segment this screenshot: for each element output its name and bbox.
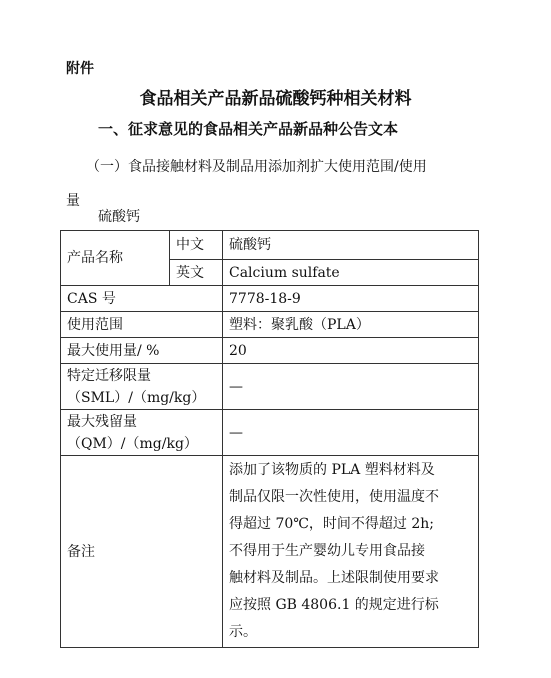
notes-line: 得超过 70℃，时间不得超过 2h; (229, 516, 435, 532)
qm-label-line2: （QM）/（mg/kg） (67, 435, 198, 452)
substance-table (60, 230, 479, 648)
max-use-label: 最大使用量/ % (61, 338, 223, 364)
sml-label-line2: （SML）/（mg/kg） (67, 389, 206, 406)
sml-value: — (223, 364, 479, 410)
attachment-label: 附件 (66, 61, 94, 77)
scope-label: 使用范围 (61, 312, 223, 338)
product-name-label: 产品名称 (61, 231, 170, 286)
sml-label-line1: 特定迁移限量 (67, 367, 151, 384)
table-row (61, 312, 479, 338)
qm-value: — (223, 410, 479, 456)
subsection-heading-line1: （一）食品接触材料及制品用添加剂扩大使用范围/使用 (86, 159, 427, 175)
notes-line: 不得用于生产婴幼儿专用食品接 (229, 543, 425, 559)
table-row (61, 410, 479, 456)
section-heading: 一、征求意见的食品相关产品新品种公告文本 (98, 120, 399, 138)
english-label: 英文 (170, 260, 223, 286)
notes-line: 触材料及制品。上述限制使用要求 (229, 570, 439, 586)
cas-label: CAS 号 (61, 286, 223, 312)
notes-line: 制品仅限一次性使用，使用温度不 (229, 489, 439, 505)
table-row (61, 338, 479, 364)
scope-value: 塑料：聚乳酸（PLA） (223, 312, 479, 338)
substance-title: 硫酸钙 (98, 209, 140, 225)
notes-line: 添加了该物质的 PLA 塑料材料及 (229, 462, 435, 478)
table-row (61, 456, 479, 648)
cas-value: 7778-18-9 (223, 286, 479, 312)
table-row (61, 231, 479, 260)
chinese-label: 中文 (170, 231, 223, 260)
chinese-value: 硫酸钙 (223, 231, 479, 260)
max-use-value: 20 (223, 338, 479, 364)
qm-label (61, 410, 223, 456)
table-row (61, 364, 479, 410)
notes-value (223, 456, 479, 648)
english-value: Calcium sulfate (223, 260, 479, 286)
sml-label (61, 364, 223, 410)
document-title: 食品相关产品新品硫酸钙种相关材料 (139, 89, 412, 109)
notes-label: 备注 (61, 456, 223, 648)
notes-line: 示。 (229, 624, 257, 640)
qm-label-line1: 最大残留量 (67, 413, 137, 430)
table-row (61, 286, 479, 312)
notes-line: 应按照 GB 4806.1 的规定进行标 (229, 597, 439, 613)
subsection-heading (66, 150, 493, 209)
subsection-heading-line2: 量 (66, 193, 80, 209)
